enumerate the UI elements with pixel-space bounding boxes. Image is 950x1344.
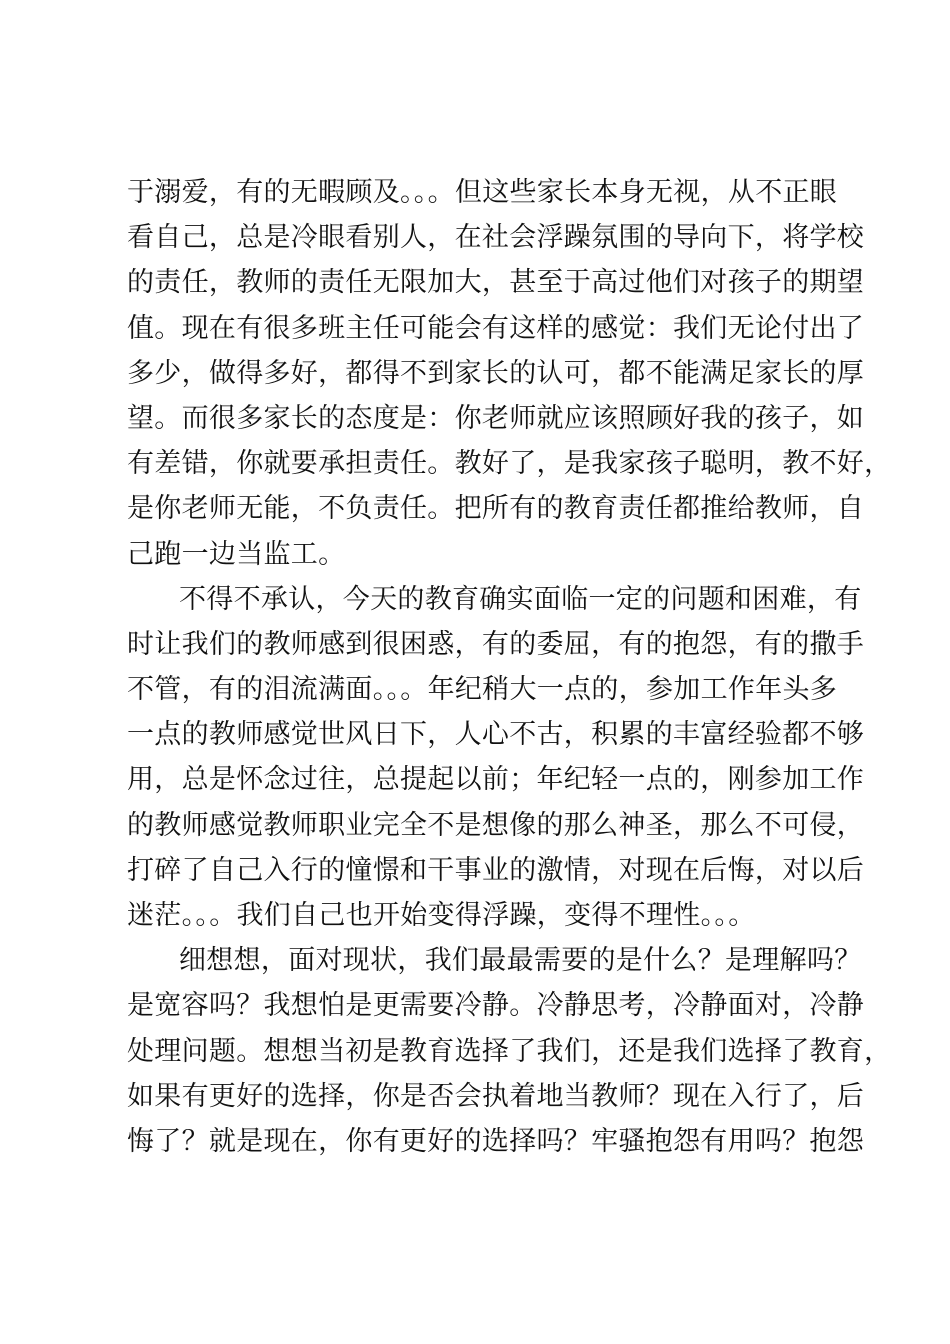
text-line: 是你老师无能，不负责任。把所有的教育责任都推给教师，自 (127, 493, 865, 525)
text-line: 望。而很多家长的态度是：你老师就应该照顾好我的孩子，如 (127, 402, 865, 434)
text-line: 不管，有的泪流满面。。。年纪稍大一点的，参加工作年头多 (127, 674, 838, 706)
text-line: 细想想，面对现状，我们最最需要的是什么？是理解吗？ (179, 945, 862, 977)
paragraph (127, 170, 892, 577)
text-line: 有差错，你就要承担责任。教好了，是我家孩子聪明，教不好， (127, 448, 892, 480)
text-line: 的教师感觉教师职业完全不是想像的那么神圣，那么不可侵， (127, 809, 865, 841)
text-line: 看自己，总是冷眼看别人，在社会浮躁氛围的导向下，将学校 (127, 222, 865, 254)
paragraph (127, 577, 865, 939)
text-line: 不得不承认，今天的教育确实面临一定的问题和困难，有 (179, 583, 862, 615)
paragraph (127, 938, 892, 1164)
text-line: 如果有更好的选择，你是否会执着地当教师？现在入行了，后 (127, 1080, 865, 1112)
text-line: 的责任，教师的责任无限加大，甚至于高过他们对孩子的期望 (127, 267, 865, 299)
text-line: 用，总是怀念过往，总提起以前；年纪轻一点的，刚参加工作 (127, 764, 865, 796)
text-line: 一点的教师感觉世风日下，人心不古，积累的丰富经验都不够 (127, 719, 865, 751)
text-line: 多少，做得多好，都得不到家长的认可，都不能满足家长的厚 (127, 357, 865, 389)
text-line: 于溺爱，有的无暇顾及。。。但这些家长本身无视，从不正眼 (127, 177, 838, 208)
text-line: 处理问题。想想当初是教育选择了我们，还是我们选择了教育， (127, 1035, 892, 1067)
text-line: 己跑一边当监工。 (127, 538, 346, 570)
text-line: 悔了？就是现在，你有更好的选择吗？牢骚抱怨有用吗？抱怨 (127, 1125, 865, 1157)
document-body (127, 170, 892, 1164)
text-line: 打碎了自己入行的憧憬和干事业的激情，对现在后悔，对以后 (127, 854, 865, 886)
text-line: 时让我们的教师感到很困惑，有的委屈，有的抱怨，有的撒手 (127, 628, 865, 660)
text-line: 迷茫。。。我们自己也开始变得浮躁，变得不理性。。。 (127, 900, 756, 931)
text-line: 值。现在有很多班主任可能会有这样的感觉：我们无论付出了 (127, 312, 865, 344)
text-line: 是宽容吗？我想怕是更需要冷静。冷静思考，冷静面对，冷静 (127, 990, 865, 1022)
